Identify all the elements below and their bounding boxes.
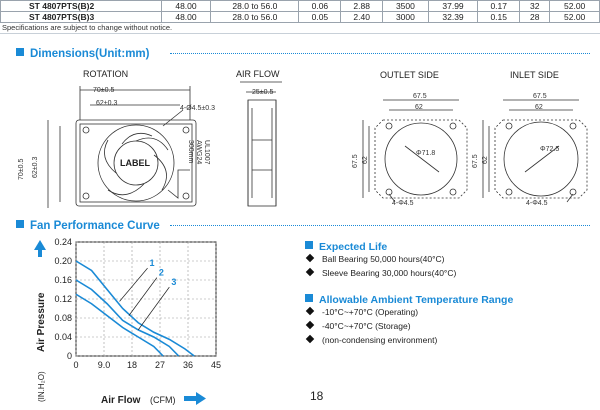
table-cell: 2.88 bbox=[341, 1, 383, 12]
airflow-dim: 25±0.5 bbox=[252, 89, 274, 96]
y-arrow-stem bbox=[38, 249, 42, 257]
bullet-icon bbox=[306, 307, 314, 315]
y-tick-label: 0.04 bbox=[54, 332, 72, 342]
airflow-drawing bbox=[238, 80, 298, 210]
rotation-dim-top-2: 62±0.3 bbox=[96, 100, 118, 107]
table-cell: 52.00 bbox=[550, 12, 600, 23]
airflow-label: AIR FLOW bbox=[236, 69, 280, 79]
outlet-label: OUTLET SIDE bbox=[380, 70, 439, 80]
wire-note bbox=[186, 140, 210, 165]
series-line-2 bbox=[76, 280, 179, 356]
series-line-1 bbox=[76, 261, 194, 356]
wire-note-2: AWG24 bbox=[195, 140, 202, 165]
performance-title: Fan Performance Curve bbox=[30, 220, 160, 232]
rotation-dim-side-2: 62±0.3 bbox=[32, 156, 39, 178]
table-cell: 48.00 bbox=[161, 1, 211, 12]
bullet-icon bbox=[306, 335, 314, 343]
inlet-circle-dim: Φ72.5 bbox=[540, 146, 560, 153]
rotation-label: ROTATION bbox=[83, 69, 129, 79]
section-square-icon bbox=[16, 48, 24, 56]
table-cell: 32.39 bbox=[428, 12, 478, 23]
section-square-icon bbox=[305, 294, 313, 302]
outlet-hole-dim: 4-Φ4.5 bbox=[392, 200, 414, 207]
y-tick-label: 0.24 bbox=[54, 237, 72, 247]
rotation-dim-side-1: 70±0.5 bbox=[18, 158, 25, 180]
inlet-label: INLET SIDE bbox=[510, 70, 559, 80]
table-cell: 0.17 bbox=[478, 1, 520, 12]
outlet-dim-outer: 67.5 bbox=[413, 93, 427, 100]
expected-life-list bbox=[307, 252, 456, 280]
chart-series-labels bbox=[120, 258, 177, 330]
x-tick-label: 45 bbox=[210, 360, 222, 370]
series-leader-line bbox=[138, 287, 169, 330]
performance-chart bbox=[0, 232, 290, 410]
dimensions-header bbox=[16, 44, 149, 62]
y-tick-label: 0.16 bbox=[54, 275, 72, 285]
expected-life-title: Expected Life bbox=[319, 241, 388, 253]
inlet-dim-inner: 62 bbox=[535, 104, 543, 111]
table-cell: 0.15 bbox=[478, 12, 520, 23]
section-square-icon bbox=[305, 241, 313, 249]
table-cell: 28.0 to 56.0 bbox=[211, 1, 299, 12]
x-arrow-icon bbox=[196, 392, 206, 405]
x-axis-label: Air Flow bbox=[101, 395, 141, 406]
table-cell: ST 4807PTS(B)3 bbox=[1, 12, 162, 23]
x-tick-label: 0 bbox=[73, 360, 79, 370]
bullet-icon bbox=[306, 254, 314, 262]
rotation-dim-top-1: 70±0.5 bbox=[93, 87, 115, 94]
table-cell: 37.99 bbox=[428, 1, 478, 12]
section-square-icon bbox=[16, 220, 24, 228]
page-number: 18 bbox=[310, 389, 324, 403]
outlet-side-outer: 67.5 bbox=[352, 154, 359, 168]
series-label-2: 2 bbox=[158, 267, 164, 278]
inlet-dim-outer: 67.5 bbox=[533, 93, 547, 100]
table-row bbox=[1, 12, 600, 23]
y-tick-label: 0.12 bbox=[54, 294, 72, 304]
list-item: (non-condensing environment) bbox=[307, 333, 437, 347]
table-cell: 48.00 bbox=[161, 12, 211, 23]
spec-table bbox=[0, 0, 600, 23]
list-item: Ball Bearing 50,000 hours(40°C) bbox=[307, 252, 456, 266]
dotted-rule bbox=[170, 225, 590, 228]
chart-grid bbox=[76, 242, 216, 356]
ambient-title: Allowable Ambient Temperature Range bbox=[319, 294, 514, 306]
table-cell: 2.40 bbox=[341, 12, 383, 23]
table-cell: 52.00 bbox=[550, 1, 600, 12]
dotted-rule bbox=[170, 53, 590, 56]
list-item: Sleeve Bearing 30,000 hours(40°C) bbox=[307, 266, 456, 280]
series-label-3: 3 bbox=[171, 277, 177, 288]
table-cell: 32 bbox=[520, 1, 550, 12]
x-tick-label: 18 bbox=[126, 360, 138, 370]
table-cell: 3500 bbox=[383, 1, 429, 12]
y-axis-unit: (IN.H₂O) bbox=[37, 371, 46, 402]
wire-note-1: UL1007 bbox=[203, 140, 210, 165]
y-tick-label: 0.20 bbox=[54, 256, 72, 266]
x-tick-label: 27 bbox=[154, 360, 166, 370]
outlet-dim-inner: 62 bbox=[415, 104, 423, 111]
y-tick-label: 0 bbox=[66, 351, 72, 361]
table-cell: 0.06 bbox=[299, 1, 341, 12]
outlet-circle-dim: Φ71.8 bbox=[416, 150, 436, 157]
x-tick-label: 36 bbox=[182, 360, 194, 370]
wire-note-3: 300mm bbox=[187, 140, 194, 164]
table-cell: ST 4807PTS(B)2 bbox=[1, 1, 162, 12]
outlet-side-inner: 62 bbox=[362, 156, 369, 164]
y-tick-label: 0.08 bbox=[54, 313, 72, 323]
divider bbox=[0, 33, 600, 34]
x-tick-label: 9.0 bbox=[97, 360, 111, 370]
table-cell: 3000 bbox=[383, 12, 429, 23]
bullet-icon bbox=[306, 268, 314, 276]
y-arrow-icon bbox=[34, 240, 46, 250]
chart-lines bbox=[76, 261, 194, 356]
x-axis-unit: (CFM) bbox=[150, 395, 176, 405]
x-arrow-stem bbox=[184, 396, 196, 401]
list-item: -10°C~+70°C (Operating) bbox=[307, 305, 437, 319]
table-cell: 0.05 bbox=[299, 12, 341, 23]
list-item: -40°C~+70°C (Storage) bbox=[307, 319, 437, 333]
ambient-list bbox=[307, 305, 437, 347]
table-row bbox=[1, 1, 600, 12]
inlet-side-inner: 62 bbox=[482, 156, 489, 164]
fan-label-text: LABEL bbox=[120, 158, 150, 168]
y-axis-label: Air Pressure bbox=[36, 292, 47, 352]
table-cell: 28.0 to 56.0 bbox=[211, 12, 299, 23]
inlet-side-outer: 67.5 bbox=[472, 154, 479, 168]
bullet-icon bbox=[306, 321, 314, 329]
inlet-hole-dim: 4-Φ4.5 bbox=[526, 200, 548, 207]
spec-note: Specifications are subject to change without notice. bbox=[2, 23, 173, 32]
series-label-1: 1 bbox=[149, 258, 155, 269]
rotation-hole-note: 4-Ø4.5±0.3 bbox=[180, 105, 215, 112]
table-cell: 28 bbox=[520, 12, 550, 23]
dimensions-title: Dimensions(Unit:mm) bbox=[30, 48, 150, 60]
